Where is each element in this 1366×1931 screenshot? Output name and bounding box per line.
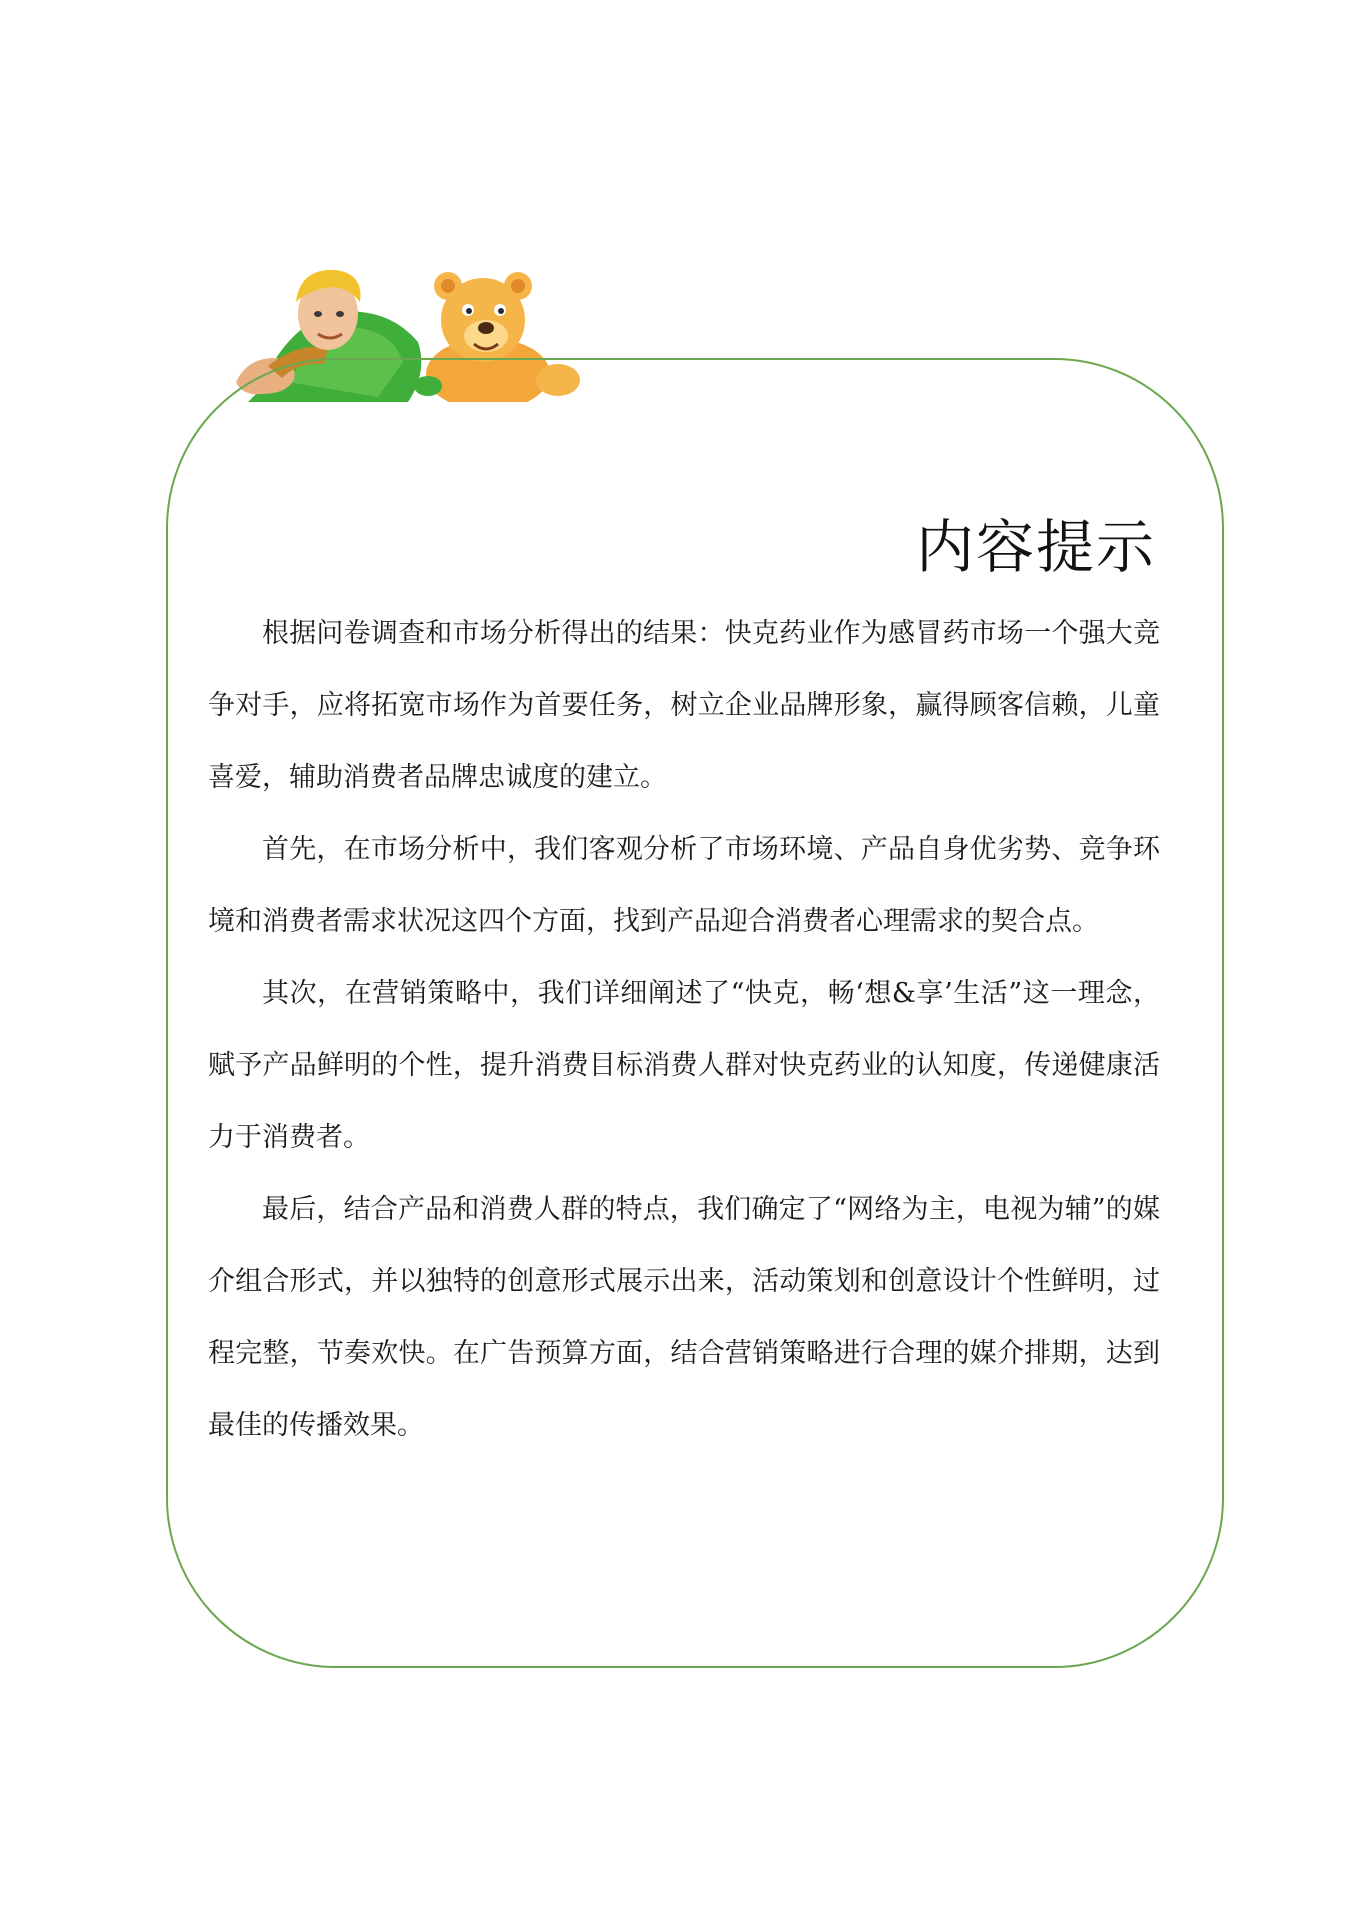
page-title: 内容提示 — [915, 513, 1156, 581]
paragraph-media-plan: 最后，结合产品和消费人群的特点，我们确定了“网络为主，电视为辅”的媒介组合形式，并以独特的创意形式展示出来，活动策划和创意设计个性鲜明，过程完整，节奏欢快。在广告预算方面，结合营销策略进行合理的媒介排期，达到最佳的传播效果。 — [208, 1194, 1160, 1441]
paragraph-summary: 根据问卷调查和市场分析得出的结果：快克药业作为感冒药市场一个强大竞争对手，应将拓宽市场作为首要任务，树立企业品牌形象，赢得顾客信赖，儿童喜爱，辅助消费者品牌忠诚度的建立。 — [208, 618, 1160, 793]
paragraph-market-analysis: 首先，在市场分析中，我们客观分析了市场环境、产品自身优劣势、竞争环境和消费者需求状况这四个方面，找到产品迎合消费者心理需求的契合点。 — [208, 834, 1160, 937]
paragraph-marketing-strategy: 其次，在营销策略中，我们详细阐述了“快克，畅‘想&享’生活”这一理念，赋予产品鲜明的个性，提升消费目标消费人群对快克药业的认知度，传递健康活力于消费者。 — [208, 978, 1160, 1153]
content-body — [208, 598, 1160, 1462]
